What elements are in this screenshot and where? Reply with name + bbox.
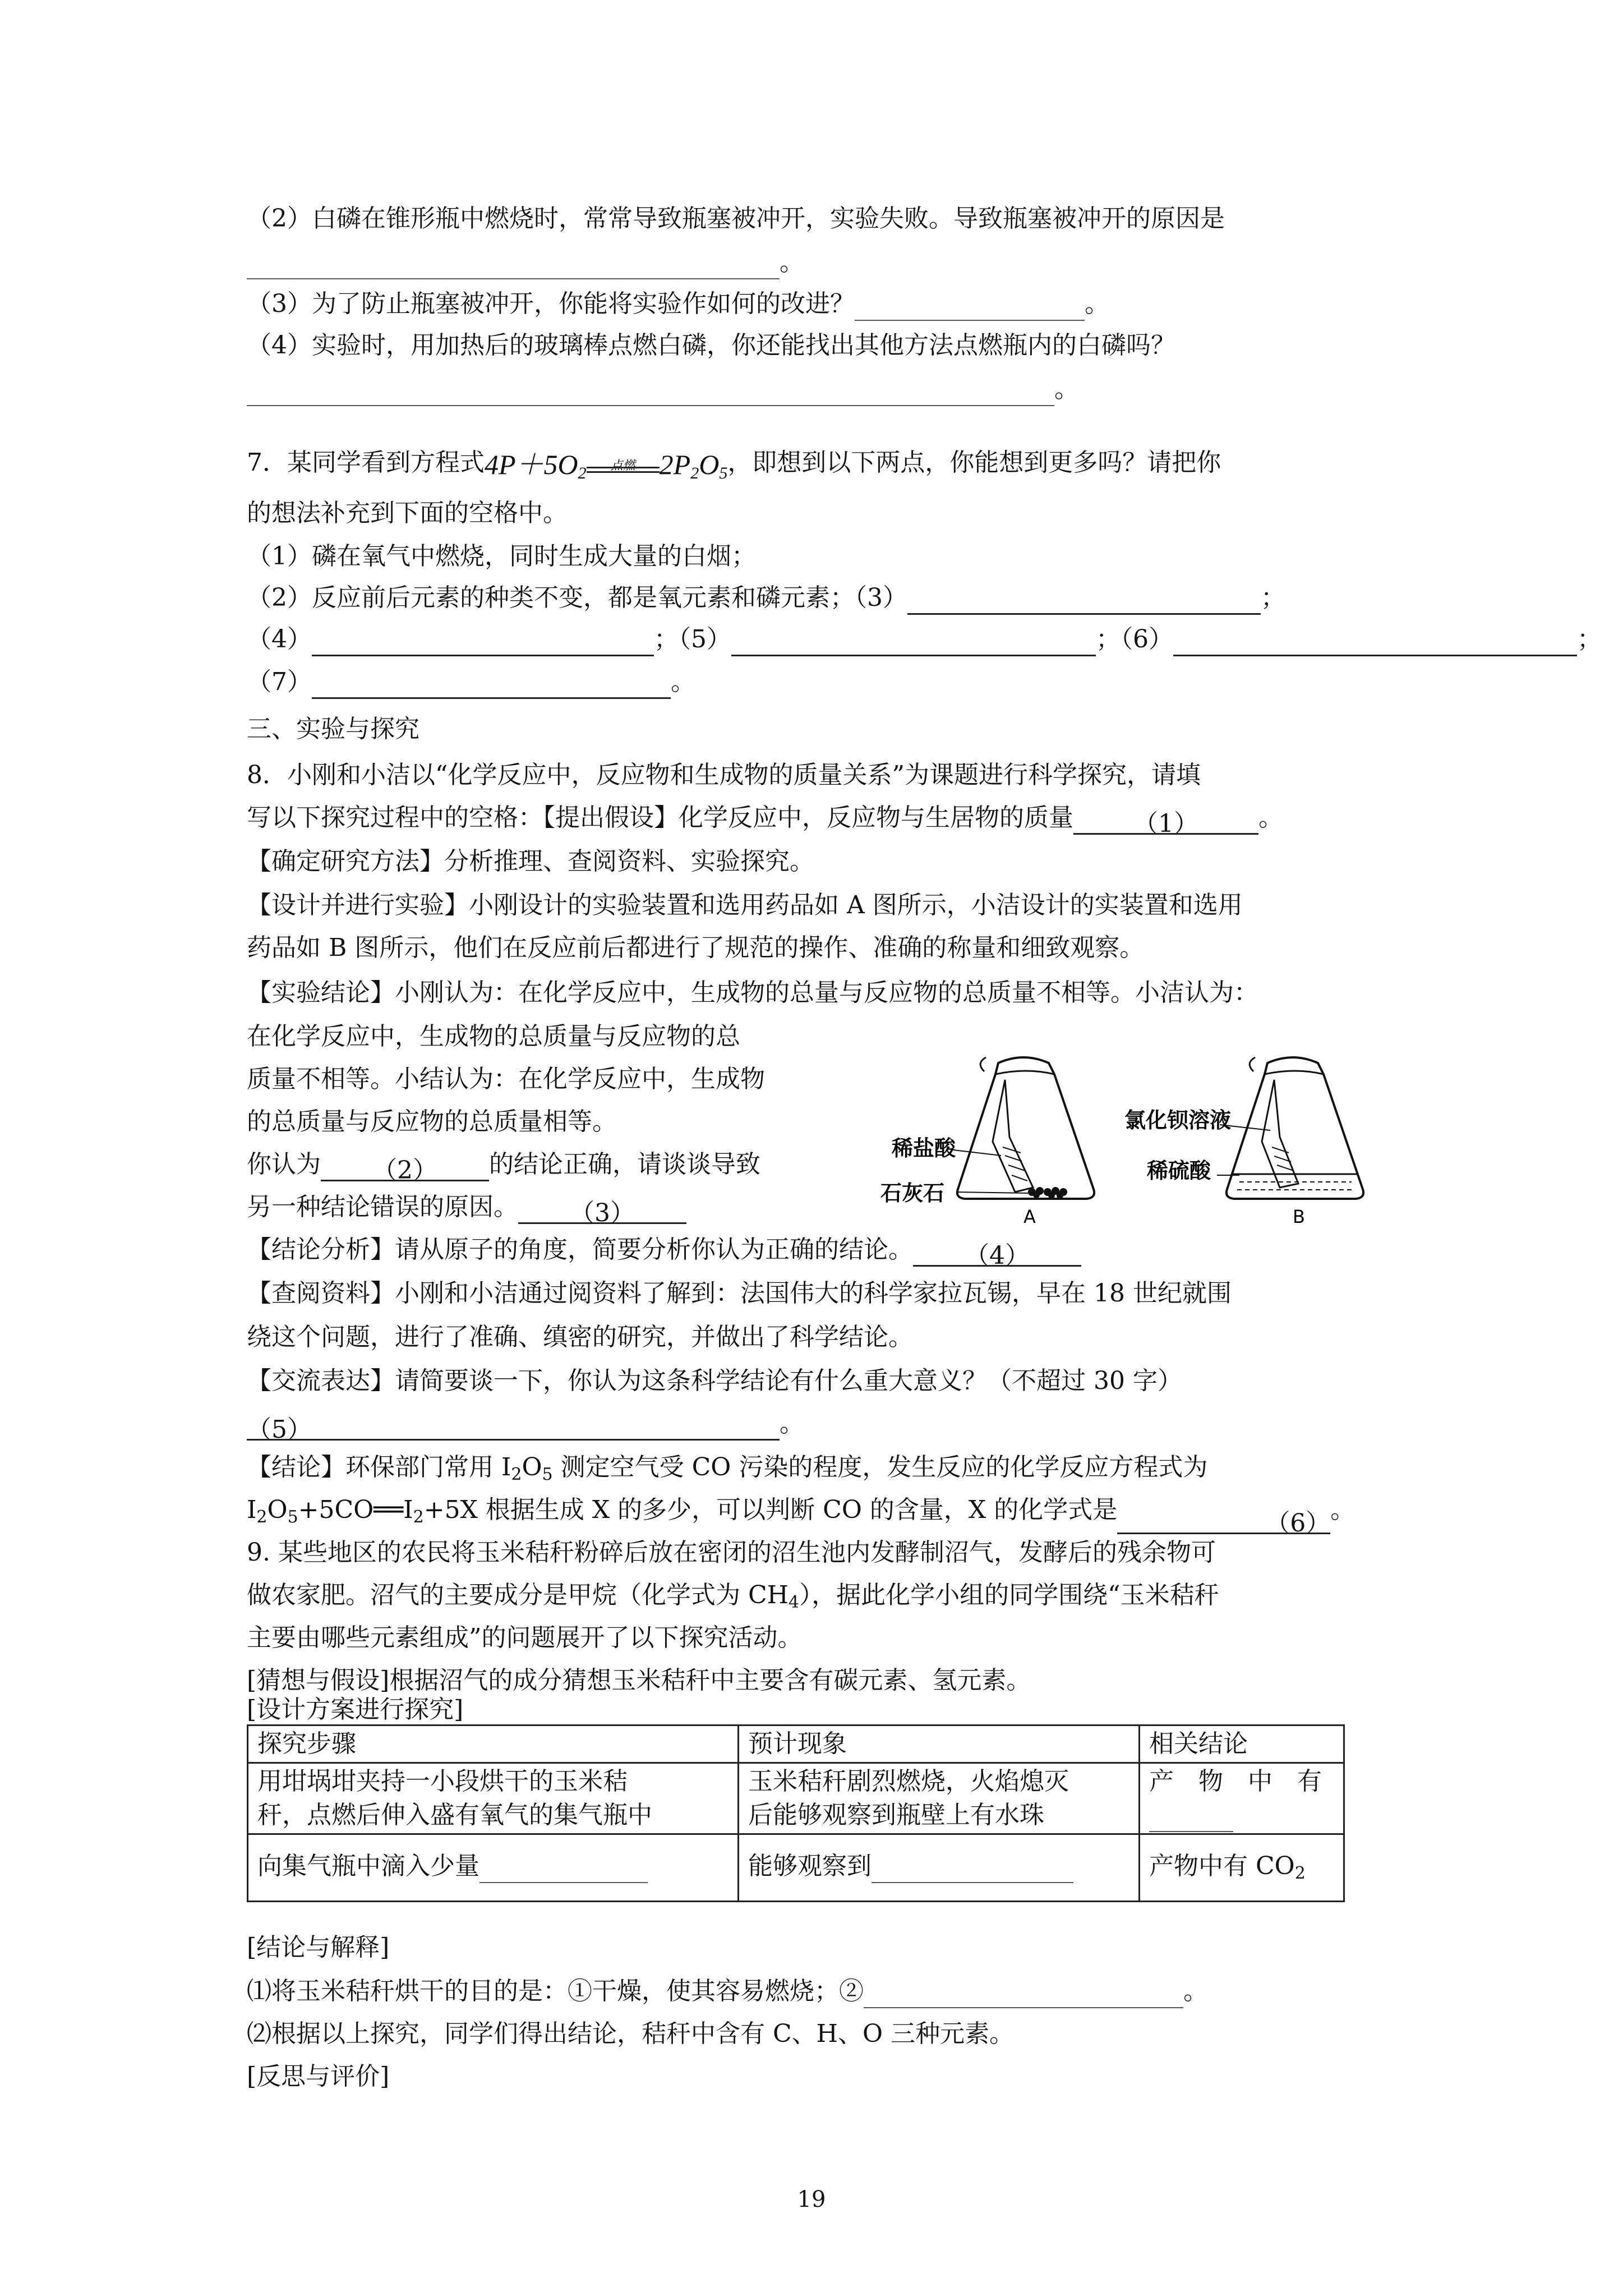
answer-blank[interactable]: [872, 1856, 1073, 1883]
table-row: [248, 1834, 1344, 1902]
experiment-table: [247, 1724, 1345, 1902]
q9-reflection-heading: [反思与评价]: [247, 2062, 390, 2091]
flask-diagrams: [880, 1041, 1385, 1226]
answer-blank-3[interactable]: （3）: [518, 1197, 686, 1224]
flask-a: [953, 1057, 1094, 1199]
q8-line16: （5） 。: [247, 1409, 804, 1444]
chemical-equation: $4P+5O_2$ 点燃 $2P_2O_5$: [485, 449, 728, 482]
answer-blank-6[interactable]: [1173, 629, 1577, 656]
q7-item2: （2）反应前后元素的种类不变，都是氧元素和磷元素；（3） ；: [247, 581, 1285, 615]
table-cell: 向集气瓶中滴入少量: [248, 1834, 739, 1902]
q6-part4-blank-line: 。: [247, 372, 1079, 406]
flask-b: [1217, 1057, 1363, 1199]
q6-part4: （4）实验时，用加热后的玻璃棒点燃白磷，你还能找出其他方法点燃瓶内的白磷吗？: [247, 331, 1175, 360]
q8-line9: 的总质量与反应物的总质量相等。: [247, 1107, 617, 1136]
q9-line1: 9. 某些地区的农民将玉米秸秆粉碎后放在密闭的沼生池内发酵制沼气，发酵后的残余物可: [247, 1538, 1216, 1567]
table-cell: 用坩埚坩夹持一小段烘干的玉米秸 秆，点燃后伸入盛有氧气的集气瓶中: [248, 1763, 739, 1834]
answer-blank-4[interactable]: （4）: [913, 1239, 1081, 1267]
table-cell: 产物中有 $CO_2$: [1140, 1834, 1344, 1902]
q8-line12: 【结论分析】请从原子的角度，简要分析你认为正确的结论。 （4）: [247, 1233, 1081, 1267]
q8-line18: $I_2O_5+5CO══I_2+5X$ 根据生成 X 的多少，可以判断 CO 的含量，X 的化学式是 （6）。: [247, 1496, 1355, 1538]
q8-line6: 【实验结论】小刚认为：在化学反应中，生成物的总量与反应物的总质量不相等。小洁认为：: [247, 978, 1258, 1007]
answer-blank[interactable]: [479, 1856, 648, 1883]
q8-line1: 8．小刚和小洁以“化学反应中，反应物和生成物的质量关系”为课题进行科学探究，请填: [247, 761, 1201, 789]
header-step: 探究步骤: [248, 1726, 739, 1763]
q7-item1: （1）磷在氧气中燃烧，同时生成大量的白烟；: [247, 542, 756, 570]
q8-line11: 另一种结论错误的原因。 （3）: [247, 1190, 686, 1224]
figure-label-b: B: [1293, 1206, 1305, 1226]
answer-blank-2[interactable]: （2）: [321, 1154, 489, 1181]
q8-line14: 绕这个问题，进行了准确、缜密的研究，并做出了科学结论。: [247, 1323, 913, 1351]
q8-line17: 【结论】环保部门常用 $I_2O_5$ 测定空气受 CO 污染的程度，发生反应的化学反应方程式为: [247, 1453, 1208, 1484]
answer-blank-7[interactable]: [312, 671, 671, 699]
section-heading: 三、实验与探究: [247, 715, 419, 743]
answer-blank-5[interactable]: （5）: [247, 1413, 780, 1441]
q9-explanation-heading: [结论与解释]: [247, 1933, 390, 1962]
q6-part2-blank-line: 。: [247, 246, 804, 279]
q8-line2: 写以下探究过程中的空格：【提出假设】化学反应中，反应物与生居物的质量 （1） 。: [247, 803, 1283, 838]
answer-blank-3[interactable]: [907, 587, 1261, 615]
answer-blank[interactable]: [247, 252, 780, 279]
q9-line2: 做农家肥。沼气的主要成分是甲烷（化学式为 $CH_4$），据此化学小组的同学围绕“玉米秸秆: [247, 1581, 1219, 1612]
q9-explanation-1: ⑴将玉米秸秆烘干的目的是：①干燥，使其容易燃烧；② 。: [247, 1975, 1208, 2008]
q6-part2: （2）白磷在锥形瓶中燃烧时，常常导致瓶塞被冲开，实验失败。导致瓶塞被冲开的原因是: [247, 204, 1225, 233]
q8-line7: 在化学反应中，生成物的总质量与反应物的总: [247, 1022, 740, 1051]
q8-line4: 【设计并进行实验】小刚设计的实验装置和选用药品如 A 图所示，小洁设计的实装置和选用: [247, 891, 1243, 919]
answer-blank[interactable]: [1149, 1805, 1233, 1832]
q7-item7: （7） 。: [247, 665, 695, 699]
q8-line15: 【交流表达】请简要谈一下，你认为这条科学结论有什么重大意义？（不超过 30 字）: [247, 1366, 1182, 1395]
header-conclusion: 相关结论: [1140, 1726, 1344, 1763]
q9-hypothesis: [猜想与假设]根据沼气的成分猜想玉米秸秆中主要含有碳元素、氢元素。: [247, 1666, 1031, 1695]
label-dilute-hcl: 稀盐酸: [892, 1136, 956, 1161]
table-cell: 能够观察到: [739, 1834, 1140, 1902]
equation-arrow: 点燃: [587, 457, 660, 479]
q8-line13: 【查阅资料】小刚和小洁通过阅资料了解到：法国伟大的科学家拉瓦锡，早在 18 世纪就围: [247, 1279, 1232, 1308]
q8-line8: 质量不相等。小结认为：在化学反应中，生成物: [247, 1065, 765, 1093]
label-bacl2-solution: 氯化钡溶液: [1124, 1108, 1232, 1133]
answer-blank-5[interactable]: [731, 629, 1096, 656]
label-dilute-h2so4: 稀硫酸: [1147, 1158, 1211, 1183]
q6-part3: （3）为了防止瓶塞被冲开，你能将实验作如何的改进？ 。: [247, 287, 1109, 321]
table-cell: 玉米秸秆剧烈燃烧，火焰熄灭 后能够观察到瓶壁上有水珠: [739, 1763, 1140, 1834]
q8-line3: 【确定研究方法】分析推理、查阅资料、实验探究。: [247, 847, 814, 876]
answer-blank[interactable]: [247, 379, 1054, 406]
table-cell: 产 物 中 有: [1140, 1763, 1344, 1834]
answer-blank-4[interactable]: [312, 629, 654, 656]
header-phenomenon: 预计现象: [739, 1726, 1140, 1763]
q8-line10: 你认为 （2） 的结论正确，请谈谈导致: [247, 1150, 760, 1185]
q7-stem: 7．某同学看到方程式$4P+5O_2$ 点燃 $2P_2O_5$，即想到以下两点，你能想到更多吗？请把你: [247, 446, 1221, 490]
q9-explanation-2: ⑵根据以上探究，同学们得出结论，秸秆中含有 C、H、O 三种元素。: [247, 2019, 1015, 2048]
q9-design-heading: [设计方案进行探究]: [247, 1695, 464, 1724]
answer-blank-6[interactable]: （6）: [1117, 1507, 1330, 1534]
table-header-row: [248, 1726, 1344, 1763]
answer-blank-1[interactable]: （1）: [1073, 807, 1258, 835]
q7-items-4-6: （4） ；（5） ；（6） ；: [247, 623, 1602, 656]
answer-blank[interactable]: [864, 1981, 1183, 2008]
table-row: [248, 1763, 1344, 1834]
page-number: 19: [797, 2187, 826, 2212]
q9-line3: 主要由哪些元素组成”的问题展开了以下探究活动。: [247, 1623, 803, 1652]
answer-blank[interactable]: [855, 294, 1085, 321]
q8-line5: 药品如 B 图所示，他们在反应前后都进行了规范的操作、准确的称量和细致观察。: [247, 933, 1145, 962]
label-limestone: 石灰石: [880, 1181, 945, 1205]
experiment-figure: [880, 1041, 1385, 1226]
q7-line2: 的想法补充到下面的空格中。: [247, 499, 568, 527]
figure-label-a: A: [1023, 1206, 1036, 1226]
